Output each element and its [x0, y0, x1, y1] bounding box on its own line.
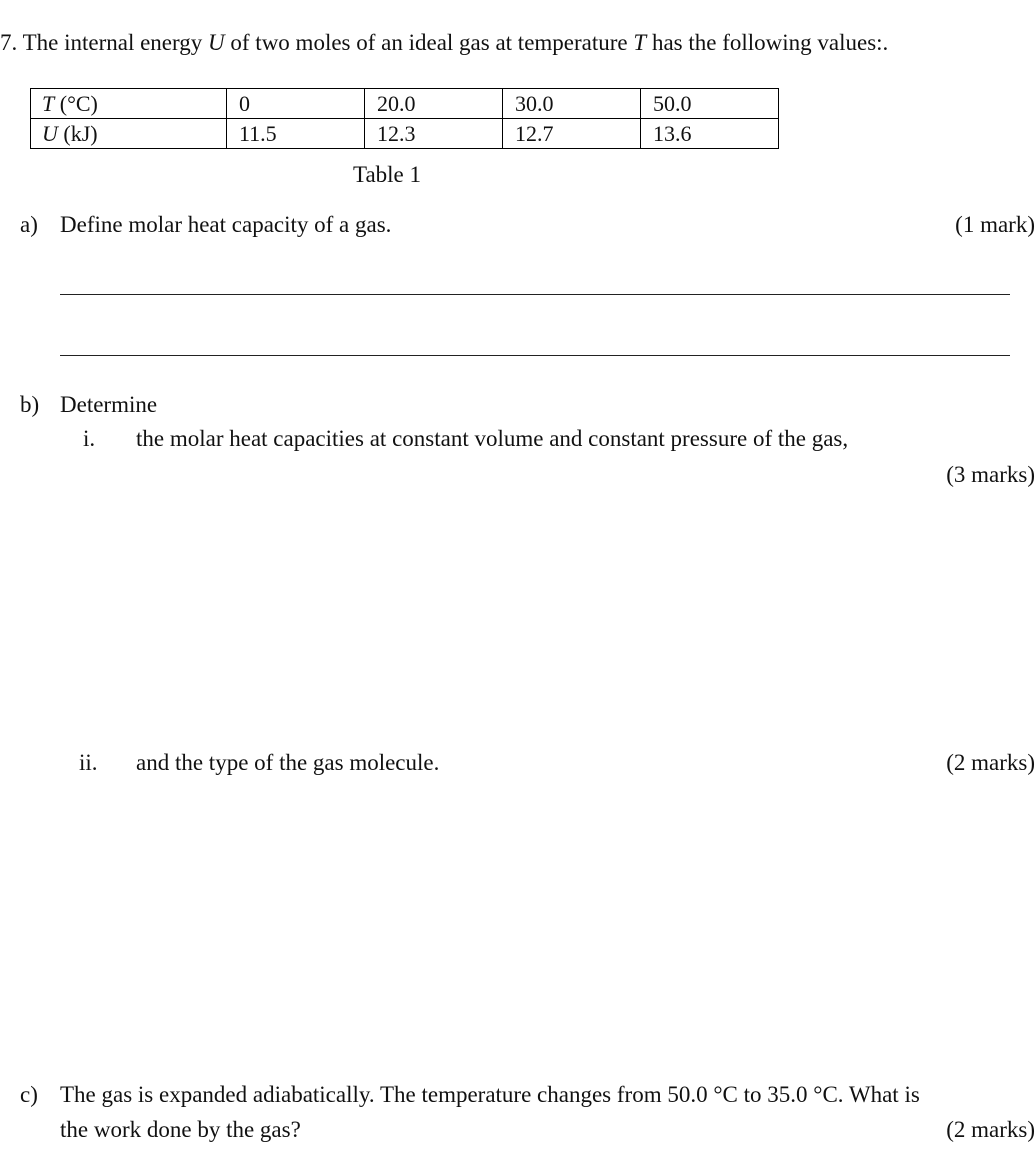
part-b-i-marks: (3 marks) — [946, 462, 1035, 487]
answer-line — [60, 355, 1010, 356]
table-cell: 0 — [227, 89, 365, 119]
part-c-text-line2: the work done by the gas? — [60, 1117, 301, 1142]
table-cell: 11.5 — [227, 119, 365, 149]
part-b-ii-label: ii. — [79, 750, 98, 775]
label-unit: (°C) — [54, 90, 98, 116]
table-cell: 30.0 — [503, 89, 641, 119]
part-b-text: Determine — [60, 392, 158, 417]
table-row-temperature — [31, 89, 779, 119]
table-cell: 20.0 — [365, 89, 503, 119]
question-intro-part2: of two moles of an ideal gas at temperature — [224, 30, 634, 55]
question-number: 7. — [0, 30, 18, 55]
label-unit: (kJ) — [57, 120, 98, 146]
question-intro-part1: The internal energy — [22, 30, 209, 55]
label-symbol: U — [42, 120, 58, 146]
table-row-label — [31, 89, 227, 119]
table-caption: Table 1 — [353, 162, 422, 187]
part-b-ii-text: and the type of the gas molecule. — [136, 750, 440, 775]
part-b-i-text: the molar heat capacities at constant volume and constant pressure of the gas, — [136, 426, 849, 451]
question-intro-part3: has the following values:. — [646, 30, 889, 55]
part-a-label: a) — [20, 212, 38, 237]
part-c-marks: (2 marks) — [946, 1117, 1035, 1142]
table-cell: 12.7 — [503, 119, 641, 149]
data-table — [30, 88, 779, 149]
part-c-label: c) — [20, 1082, 38, 1107]
label-symbol: T — [42, 90, 55, 116]
part-b-ii-marks: (2 marks) — [946, 750, 1035, 775]
part-a-text: Define molar heat capacity of a gas. — [60, 212, 392, 237]
table-row-label — [31, 119, 227, 149]
part-c-text-line1: The gas is expanded adiabatically. The temperature changes from 50.0 °C to 35.0 °C. What is — [60, 1082, 920, 1107]
table-cell: 12.3 — [365, 119, 503, 149]
question-stem — [0, 30, 888, 56]
part-b-i-label: i. — [83, 426, 96, 451]
symbol-u: U — [208, 30, 225, 55]
table-cell: 50.0 — [641, 89, 779, 119]
part-b-label: b) — [20, 392, 40, 417]
table-cell: 13.6 — [641, 119, 779, 149]
symbol-t: T — [633, 30, 647, 55]
table-row-internal-energy — [31, 119, 779, 149]
part-a-marks: (1 mark) — [955, 212, 1035, 237]
answer-line — [60, 294, 1010, 295]
